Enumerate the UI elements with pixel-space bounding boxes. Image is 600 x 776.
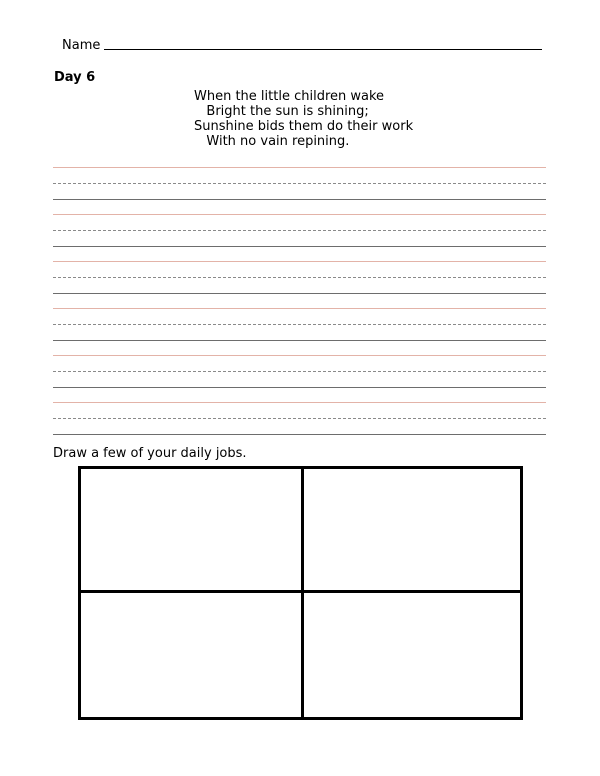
writing-top-line [53, 214, 546, 215]
writing-top-line [53, 308, 546, 309]
day-title: Day 6 [54, 70, 96, 85]
drawing-prompt: Draw a few of your daily jobs. [53, 446, 247, 461]
writing-base-line [53, 434, 546, 435]
writing-mid-line [53, 324, 546, 325]
drawing-box-bottom-right[interactable] [304, 593, 520, 717]
drawing-box-top-right[interactable] [304, 469, 520, 590]
writing-mid-line [53, 418, 546, 419]
drawing-box-bottom-left[interactable] [81, 593, 301, 717]
poem-line: Sunshine bids them do their work [194, 119, 414, 134]
grid-vertical-divider [301, 469, 304, 717]
writing-mid-line [53, 371, 546, 372]
writing-mid-line [53, 277, 546, 278]
name-label: Name [62, 38, 101, 53]
writing-mid-line [53, 183, 546, 184]
grid-horizontal-divider [81, 590, 520, 593]
writing-top-line [53, 261, 546, 262]
writing-top-line [53, 402, 546, 403]
writing-mid-line [53, 230, 546, 231]
drawing-grid [78, 466, 523, 720]
writing-base-line [53, 199, 546, 200]
drawing-box-top-left[interactable] [81, 469, 301, 590]
poem-line: With no vain repining. [194, 134, 350, 149]
writing-base-line [53, 387, 546, 388]
poem-line: Bright the sun is shining; [194, 104, 369, 119]
writing-base-line [53, 246, 546, 247]
writing-base-line [53, 340, 546, 341]
writing-top-line [53, 355, 546, 356]
poem-line: When the little children wake [194, 89, 385, 104]
writing-top-line [53, 167, 546, 168]
writing-base-line [53, 293, 546, 294]
